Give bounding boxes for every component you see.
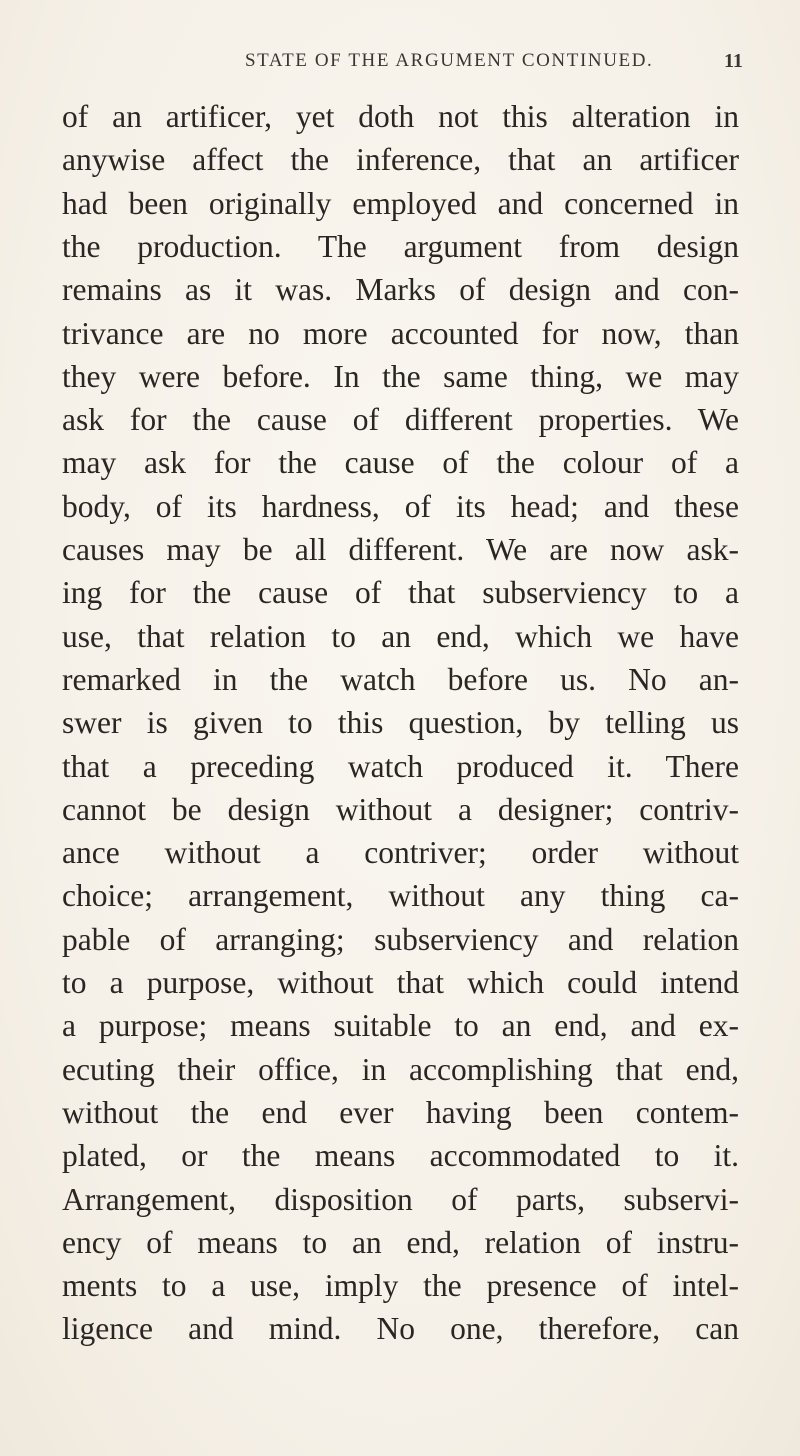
text-line: swer is given to this question, by telling us	[62, 705, 739, 741]
text-line: trivance are no more accounted for now, than	[62, 315, 739, 351]
text-line: that a preceding watch produced it. There	[62, 748, 739, 784]
text-line: cannot be design without a designer; contriv-	[62, 791, 739, 827]
text-line: causes may be all different. We are now ask-	[62, 532, 739, 567]
text-line: ance without a contriver; order without	[62, 835, 739, 871]
text-line: Arrangement, disposition of parts, subservi-	[62, 1181, 739, 1217]
text-line: remains as it was. Marks of design and con-	[62, 272, 739, 308]
text-line: plated, or the means accommodated to it.	[62, 1138, 739, 1174]
text-line: use, that relation to an end, which we have	[62, 618, 739, 654]
running-title: STATE OF THE ARGUMENT CONTINUED.	[245, 50, 654, 71]
text-line: remarked in the watch before us. No an-	[62, 661, 739, 697]
text-line: ency of means to an end, relation of instru-	[62, 1224, 739, 1260]
text-line: anywise affect the inference, that an artificer	[62, 142, 739, 178]
text-line: ask for the cause of different properties. We	[62, 402, 739, 438]
text-line: the production. The argument from design	[62, 228, 739, 264]
text-line: may ask for the cause of the colour of a	[62, 445, 739, 481]
text-line: they were before. In the same thing, we may	[62, 358, 739, 394]
text-line: of an artificer, yet doth not this alteration in	[62, 99, 739, 134]
text-line: without the end ever having been contem-	[62, 1094, 739, 1130]
text-line: choice; arrangement, without any thing ca-	[62, 878, 739, 914]
text-line: a purpose; means suitable to an end, and ex-	[62, 1008, 739, 1044]
text-line: ments to a use, imply the presence of intel-	[62, 1268, 739, 1304]
text-line: body, of its hardness, of its head; and these	[62, 488, 739, 524]
page-number: 11	[724, 50, 743, 72]
text-line: had been originally employed and concerned in	[62, 185, 739, 221]
text-line: pable of arranging; subserviency and relation	[62, 921, 739, 957]
text-line: ecuting their office, in accomplishing that end,	[62, 1051, 739, 1087]
text-line: to a purpose, without that which could intend	[62, 965, 739, 1000]
running-head	[0, 50, 800, 80]
text-line: ligence and mind. No one, therefore, can	[62, 1311, 739, 1347]
text-line: ing for the cause of that subserviency to a	[62, 575, 739, 611]
